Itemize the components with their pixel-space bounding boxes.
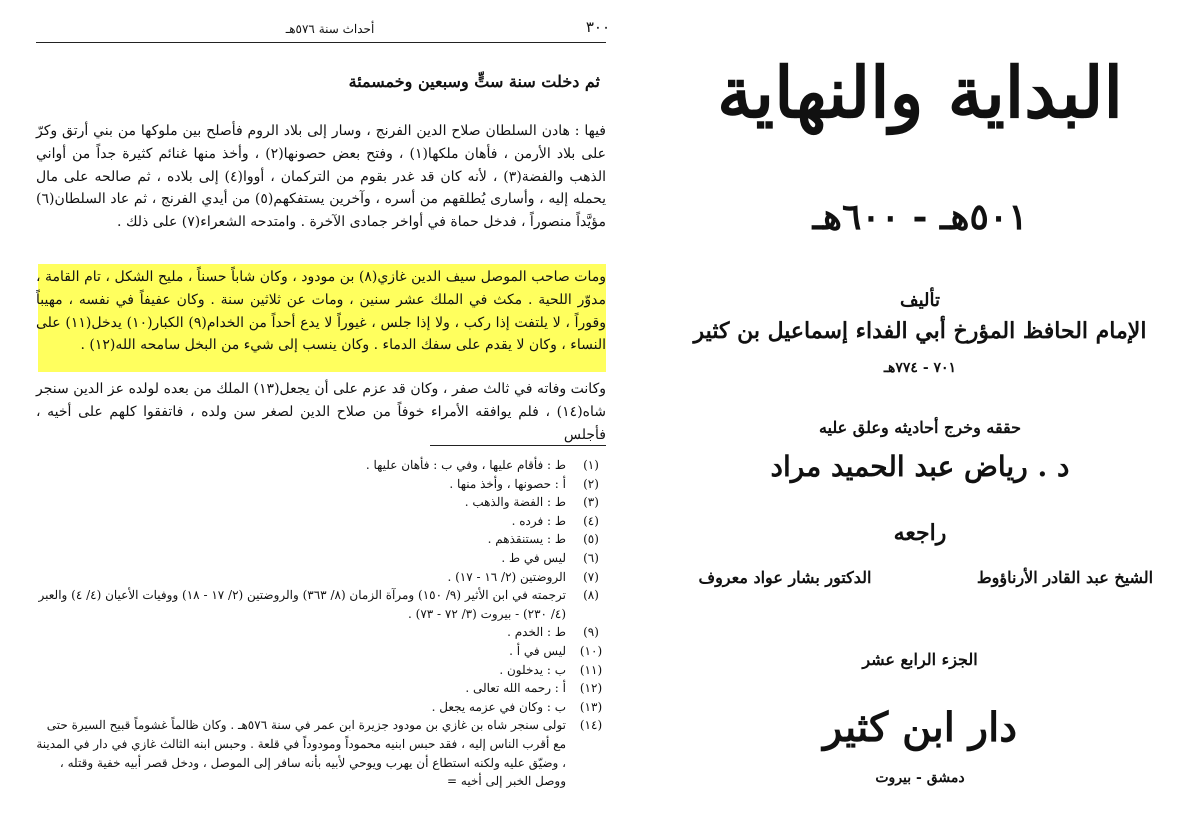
footnote <box>36 661 606 680</box>
paragraph-2-highlighted: ومات صاحب الموصل سيف الدين غازي(٨) بن مودود ، وكان شاباً حسناً ، مليح الشكل ، تام القامة ، مدوّر اللحية . مكث في الملك عشر سنين ، ومات عن ثلاثين سنة . وكان عفيفاً في نفسه ، مهيباً وقوراً ، لا يلتفت إذا ركب ، ولا إذا جلس ، غيوراً لا يدع أحداً من الخدام(٩) الكبار(١٠) يدخل(١١) على النساء ، وكان لا يقدم على سفك الدماء . وكان ينسب إلى شيء من البخل سامحه الله(١٢) . <box>36 269 606 354</box>
footnote-number: (٢) <box>583 476 599 491</box>
footnote <box>36 623 606 642</box>
footnote-number: (٤) <box>583 513 599 528</box>
footnote-text: ب : وكان في عزمه يجعل . <box>431 699 566 714</box>
header-rule <box>36 42 606 43</box>
footnote-text: ط : يستنقذهم . <box>487 532 566 547</box>
publisher-city: دمشق - بيروت <box>875 770 965 786</box>
author-label: تأليف <box>899 290 941 311</box>
section-title: ثم دخلت سنة ستٍّ وسبعين وخمسمئة <box>348 72 600 91</box>
paragraph-3: وكانت وفاته في ثالث صفر ، وكان قد عزم على أن يجعل(١٣) الملك من بعده لولده عز الدين سنجر شاه(١٤) ، فلم يوافقه الأمراء خوفاً من صلاح الدين لصغر سن ولده ، فاتفقوا كلهم على أخيه ، فأجلس <box>36 381 607 443</box>
footnote-number: (١٢) <box>579 681 603 696</box>
reviewer-2: الدكتور بشار عواد معروف <box>698 568 872 587</box>
author-dates: ٧٠١ - ٧٧٤هـ <box>883 360 957 376</box>
footnote-text: ط : الخدم . <box>507 625 566 640</box>
footnote-number: (١١) <box>579 662 603 677</box>
footnote <box>36 568 606 587</box>
editor-label: حققه وخرج أحاديثه وعلق عليه <box>818 418 1022 437</box>
footnote-rule <box>430 445 606 446</box>
footnote-number: (٣) <box>583 495 599 510</box>
editor-name: د . رياض عبد الحميد مراد <box>770 450 1070 483</box>
footnote <box>36 642 606 661</box>
footnote-number: (١٣) <box>579 699 603 714</box>
book-date-range: ٥٠١هـ - ٦٠٠هـ <box>812 196 1028 238</box>
paragraph-1: فيها : هادن السلطان صلاح الدين الفرنج ، وسار إلى بلاد الروم فأصلح بين ملوكها من بني أرتق وكرّ على بلاد الأرمن ، فأهان ملكها(١) ، وفتح بعض حصونها(٢) ، وأخذ منها غنائم كثيرة جداً من أواني الذهب والفضة(٣) ، لأنه كان قد غدر بقوم من التركمان ، أووا(٤) إلى بلاده ، ثم صالحه على مال يحمله إليه ، وأسارى يُطلقهم من أسره ، وآخرين يستفكهم(٥) من أيدي الفرنج ، ثم عاد السلطان(٦) مؤيَّداً منصوراً ، فدخل حماة في أواخر جمادى الآخرة . وامتدحه الشعراء(٧) على ذلك . <box>36 123 607 231</box>
footnotes <box>36 456 606 791</box>
footnote <box>36 679 606 698</box>
page-number: ٣٠٠ <box>585 18 610 36</box>
footnote-text: ط : الفضة والذهب . <box>464 495 566 510</box>
footnote <box>36 456 606 475</box>
right-page <box>640 0 1200 832</box>
footnote-number: (٩) <box>583 625 599 640</box>
footnote <box>36 493 606 512</box>
footnote-text: الروضتين (٢/ ١٦ - ١٧) . <box>447 569 566 584</box>
running-head: أحداث سنة ٥٧٦هـ <box>285 22 375 36</box>
footnote <box>36 716 606 790</box>
footnote-text: ترجمته في ابن الأثير (٩/ ١٥٠) ومرآة الزمان (٨/ ٣٦٣) والروضتين (٢/ ١٧ - ١٨) ووفيات الأعيان (٤/ ٤) والعبر (٤/ ٢٣٠) - بيروت (٣/ ٧٢ - ٧٣) . <box>38 588 566 621</box>
footnote-number: (٨) <box>583 588 599 603</box>
footnote-text: ب : يدخلون . <box>499 662 566 677</box>
footnote-text: ط : فأقام عليها ، وفي ب : فأهان عليها . <box>365 458 566 472</box>
footnote-number: (٥) <box>583 532 599 547</box>
footnote <box>36 530 606 549</box>
footnote-number: (١) <box>583 458 599 472</box>
book-title: البداية والنهاية <box>717 51 1123 134</box>
footnote-text: ليس في أ . <box>509 643 566 658</box>
footnote-text: أ : رحمه الله تعالى . <box>465 681 566 696</box>
footnote-text: أ : حصونها ، وأخذ منها . <box>449 476 566 491</box>
footnote-text: ليس في ط . <box>501 550 566 565</box>
footnote-number: (١٤) <box>579 718 603 733</box>
footnote <box>36 475 606 494</box>
review-label: راجعه <box>893 520 947 546</box>
volume-label: الجزء الرابع عشر <box>862 650 978 669</box>
footnote-number: (٧) <box>583 569 599 584</box>
publisher-name: دار ابن كثير <box>822 704 1018 751</box>
footnote <box>36 549 606 568</box>
footnote-text: ط : فرده . <box>511 513 566 528</box>
reviewer-1: الشيخ عبد القادر الأرناؤوط <box>976 568 1154 587</box>
footnote <box>36 586 606 623</box>
footnote <box>36 512 606 531</box>
author-name: الإمام الحافظ المؤرخ أبي الفداء إسماعيل بن كثير <box>693 318 1147 344</box>
footnote-text: تولى سنجر شاه بن غازي بن مودود جزيرة ابن عمر في سنة ٥٧٦هـ . وكان ظالماً غشوماً قبيح السيرة حتى مع أقرب الناس إليه ، فقد حبس ابنيه محموداً ومودوداً في قلعة . وحبس ابنه الثالث غازي في دار في المدينة ، وضيّق عليه ولكنه استطاع أن يهرب ويوحي لأبيه بأنه سافر إلى الموصل ، ودخل قصر أبيه خفية وقتله ، ووصل الخبر إلى أخيه = <box>36 718 566 789</box>
footnote-number: (١٠) <box>579 643 603 658</box>
footnote-number: (٦) <box>583 550 599 565</box>
footnote <box>36 698 606 717</box>
